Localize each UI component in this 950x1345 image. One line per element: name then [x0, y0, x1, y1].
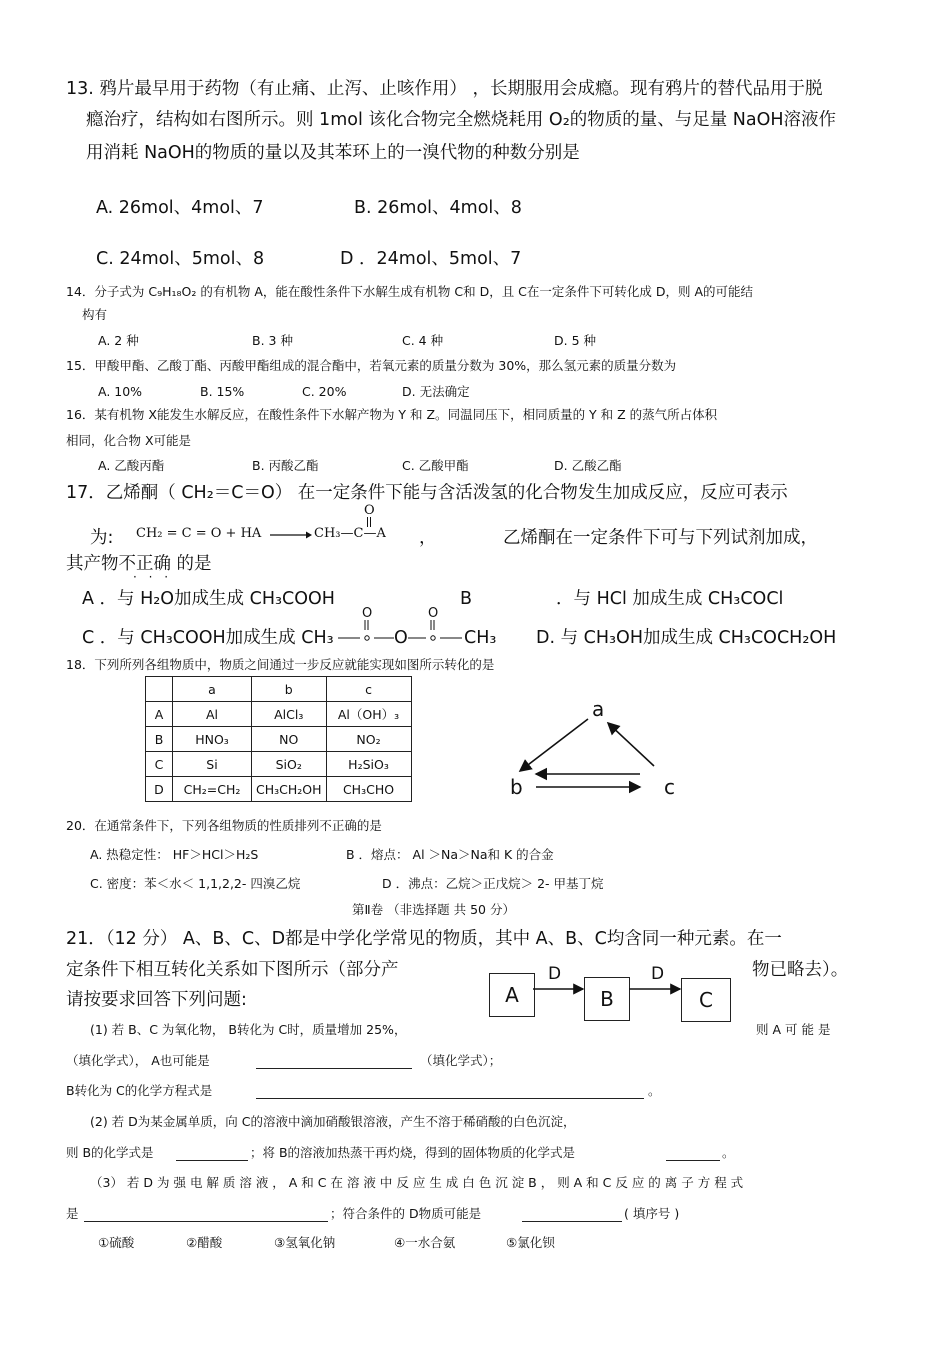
- q14-option-a: A. 2 种: [98, 333, 139, 348]
- q15-option-c: C. 20%: [302, 384, 347, 399]
- reaction-arrow-icon: [270, 530, 312, 540]
- table-cell: D: [146, 777, 173, 802]
- emphasis-dots: · · ·: [133, 570, 173, 584]
- table-cell: NO: [252, 727, 327, 752]
- node-b: b: [510, 775, 523, 799]
- q13-line1: 13. 鸦片最早用于药物（有止痛、止泻、止咳作用） ，长期服用会成瘾。现有鸦片的替代品用于脱: [66, 79, 823, 99]
- q14-line2: 构有: [82, 307, 108, 322]
- arrow-label-d2: D: [651, 964, 665, 984]
- answer-blank-5[interactable]: [84, 1207, 328, 1222]
- table-cell: HNO₃: [173, 727, 252, 752]
- table-cell: CH₃CH₂OH: [252, 777, 327, 802]
- q15-option-d: D. 无法确定: [402, 384, 470, 399]
- arrow-label-d1: D: [548, 964, 562, 984]
- q17-option-b: ．与 HCl 加成生成 CH₃COCl: [556, 589, 784, 609]
- q17-line3: 其产物不正确 的是: [66, 554, 212, 574]
- q18-table: [145, 676, 412, 802]
- anhydride-ch3: CH₃: [464, 628, 497, 648]
- table-cell: CH₃CHO: [326, 777, 411, 802]
- q17-option-c: [82, 627, 334, 649]
- table-cell: B: [146, 727, 173, 752]
- q21-p2-period: 。: [722, 1145, 735, 1160]
- table-cell: C: [146, 752, 173, 777]
- equation-reactants: CH₂ = C = O + HA: [136, 526, 262, 541]
- table-cell: Al: [173, 702, 252, 727]
- choice-2: ②醋酸: [186, 1235, 223, 1250]
- q16-option-b: B. 丙酸乙酯: [252, 458, 319, 473]
- box-a: A: [489, 973, 535, 1017]
- table-row: [146, 702, 412, 727]
- answer-blank-6[interactable]: [522, 1207, 622, 1222]
- q14-option-c: C. 4 种: [402, 333, 444, 348]
- choice-1: ①硫酸: [98, 1235, 135, 1250]
- box-c: C: [681, 978, 731, 1022]
- table-row: [146, 752, 412, 777]
- box-b: B: [584, 977, 630, 1021]
- table-header-cell: b: [252, 677, 327, 702]
- q14-option-b: B. 3 种: [252, 333, 293, 348]
- table-cell: CH₂=CH₂: [173, 777, 252, 802]
- table-header-cell: c: [326, 677, 411, 702]
- q17-line1: 17．乙烯酮（ CH₂＝C＝O） 在一定条件下能与含活泼氢的化合物发生加成反应，反应可表示: [66, 483, 788, 503]
- choice-5: ⑤氯化钡: [506, 1235, 555, 1250]
- conversion-diagram: [500, 695, 700, 805]
- node-c: c: [664, 775, 675, 799]
- q14-line1: 14．分子式为 C₉H₁₈O₂ 的有机物 A，能在酸性条件下水解生成有机物 C和 D，且 C在一定条件下可转化成 D，则 A的可能结: [66, 284, 754, 299]
- q21-p2-line2-a: 则 B的化学式是: [66, 1145, 154, 1160]
- table-row: [146, 777, 412, 802]
- table-header-row: [146, 677, 412, 702]
- q15-option-a: A. 10%: [98, 384, 143, 399]
- table-cell: Al（OH）₃: [326, 702, 411, 727]
- q21-line1: 21．（12 分） A、B、C、D都是中学化学常见的物质，其中 A、B、C均含同一种元素。在一: [66, 929, 782, 949]
- anhydride-o-bridge: O: [394, 628, 408, 648]
- answer-blank-4[interactable]: [666, 1146, 720, 1161]
- section-title: 第Ⅱ卷 （非选择题 共 50 分）: [352, 902, 515, 917]
- q20-option-b: B ．熔点： Al ＞Na＞Na和 K 的合金: [346, 847, 554, 862]
- q14-option-d: D. 5 种: [554, 333, 596, 348]
- q21-p3-line2-a: 是: [66, 1206, 79, 1221]
- q17-option-a: A ．与 H₂O加成生成 CH₃COOH: [82, 589, 335, 609]
- q13-option-c: C. 24mol、5mol、8: [96, 249, 265, 269]
- q16-line2: 相同，化合物 X可能是: [66, 433, 192, 448]
- equation-carbonyl-o: O: [364, 503, 375, 518]
- q21-p2-line1: (2) 若 D为某金属单质，向 C的溶液中滴加硝酸银溶液，产生不溶于稀硝酸的白色沉淀，: [90, 1114, 576, 1129]
- q21-line2-left: 定条件下相互转化关系如下图所示（部分产: [66, 960, 399, 980]
- q18-line1: 18．下列所列各组物质中，物质之间通过一步反应就能实现如图所示转化的是: [66, 657, 495, 672]
- table-row: [146, 727, 412, 752]
- reaction-equation: [130, 503, 420, 543]
- q21-p3-line2-b: ；符合条件的 D物质可能是: [330, 1206, 482, 1221]
- answer-blank-1[interactable]: [256, 1054, 412, 1069]
- q17-comma: ，: [419, 528, 437, 548]
- double-bond-icon: [366, 517, 372, 527]
- q13-line3: 用消耗 NaOH的物质的量以及其苯环上的一溴代物的种数分别是: [86, 143, 580, 163]
- q21-p1-line1: (1) 若 B、C 为氧化物， B转化为 C时，质量增加 25%，: [90, 1022, 407, 1037]
- q13-line2: 瘾治疗，结构如右图所示。则 1mol 该化合物完全燃烧耗用 O₂的物质的量、与足量 NaOH溶液作: [86, 110, 837, 130]
- table-cell: Si: [173, 752, 252, 777]
- q21-line2-right: 物已略去）。: [752, 960, 849, 980]
- q17-option-b-letter: B: [460, 589, 473, 609]
- q13-option-d: D ．24mol、5mol、7: [340, 249, 522, 269]
- anhydride-o-left: O: [362, 606, 373, 621]
- q21-p3-line1: （3） 若 D 为 强 电 解 质 溶 液 ， A 和 C 在 溶 液 中 反 应 生 成 白 色 沉 淀 B ， 则 A 和 C 反 应 的 离 子 方 程 式: [90, 1175, 744, 1190]
- q21-p1-line2-a: （填化学式）， A也可能是: [66, 1053, 210, 1068]
- table-cell: NO₂: [326, 727, 411, 752]
- q20-option-a: A. 热稳定性： HF＞HCl＞H₂S: [90, 847, 259, 862]
- node-a: a: [592, 697, 605, 721]
- q21-p1-period: 。: [648, 1083, 661, 1098]
- q20-option-c: C. 密度：苯＜水＜ 1,1,2,2- 四溴乙烷: [90, 876, 301, 891]
- answer-blank-3[interactable]: [176, 1146, 248, 1161]
- q15-option-b: B. 15%: [200, 384, 245, 399]
- choice-4: ④一水合氨: [394, 1235, 456, 1250]
- anhydride-structure: [338, 608, 518, 650]
- q17-line2-right: 乙烯酮在一定条件下可与下列试剂加成，: [503, 528, 818, 548]
- table-cell: AlCl₃: [252, 702, 327, 727]
- q16-option-a: A. 乙酸丙酯: [98, 458, 165, 473]
- q20-option-d: D ．沸点：乙烷＞正戊烷＞ 2- 甲基丁烷: [382, 876, 604, 891]
- q21-line3: 请按要求回答下列问题:: [66, 990, 247, 1010]
- q17-for-label: 为:: [90, 528, 114, 548]
- table-header-cell: a: [173, 677, 252, 702]
- q20-line1: 20．在通常条件下，下列各组物质的性质排列不正确的是: [66, 818, 382, 833]
- q16-line1: 16．某有机物 X能发生水解反应，在酸性条件下水解产物为 Y 和 Z。同温同压下，相同质量的 Y 和 Z 的蒸气所占体积: [66, 407, 718, 422]
- q13-option-a: A. 26mol、4mol、7: [96, 198, 264, 218]
- q21-p1-line2-b: （填化学式）；: [420, 1053, 502, 1068]
- q17-option-d: D. 与 CH₃OH加成生成 CH₃COCH₂OH: [536, 628, 837, 648]
- q21-p1-line1-right: 则 A 可 能 是: [756, 1022, 831, 1037]
- q15-line1: 15．甲酸甲酯、乙酸丁酯、丙酸甲酯组成的混合酯中，若氧元素的质量分数为 30%，那么氢元素的质量分数为: [66, 358, 677, 373]
- answer-blank-2[interactable]: [256, 1084, 644, 1099]
- q21-p3-line2-c: ( 填序号 ): [624, 1206, 680, 1221]
- choice-3: ③氢氧化钠: [274, 1235, 336, 1250]
- equation-product: CH₃—C—A: [314, 526, 386, 541]
- table-cell: SiO₂: [252, 752, 327, 777]
- table-header-cell: [146, 677, 173, 702]
- table-cell: H₂SiO₃: [326, 752, 411, 777]
- q21-p1-line3: B转化为 C的化学方程式是: [66, 1083, 213, 1098]
- q21-p2-line2-b: ；将 B的溶液加热蒸干再灼烧，得到的固体物质的化学式是: [250, 1145, 576, 1160]
- q16-option-c: C. 乙酸甲酯: [402, 458, 469, 473]
- q17-option-c-text: C ．与 CH₃COOH加成生成 CH₃: [82, 628, 334, 648]
- table-cell: A: [146, 702, 173, 727]
- anhydride-o-right: O: [428, 606, 439, 621]
- q16-option-d: D. 乙酸乙酯: [554, 458, 622, 473]
- q13-option-b: B. 26mol、4mol、8: [354, 198, 522, 218]
